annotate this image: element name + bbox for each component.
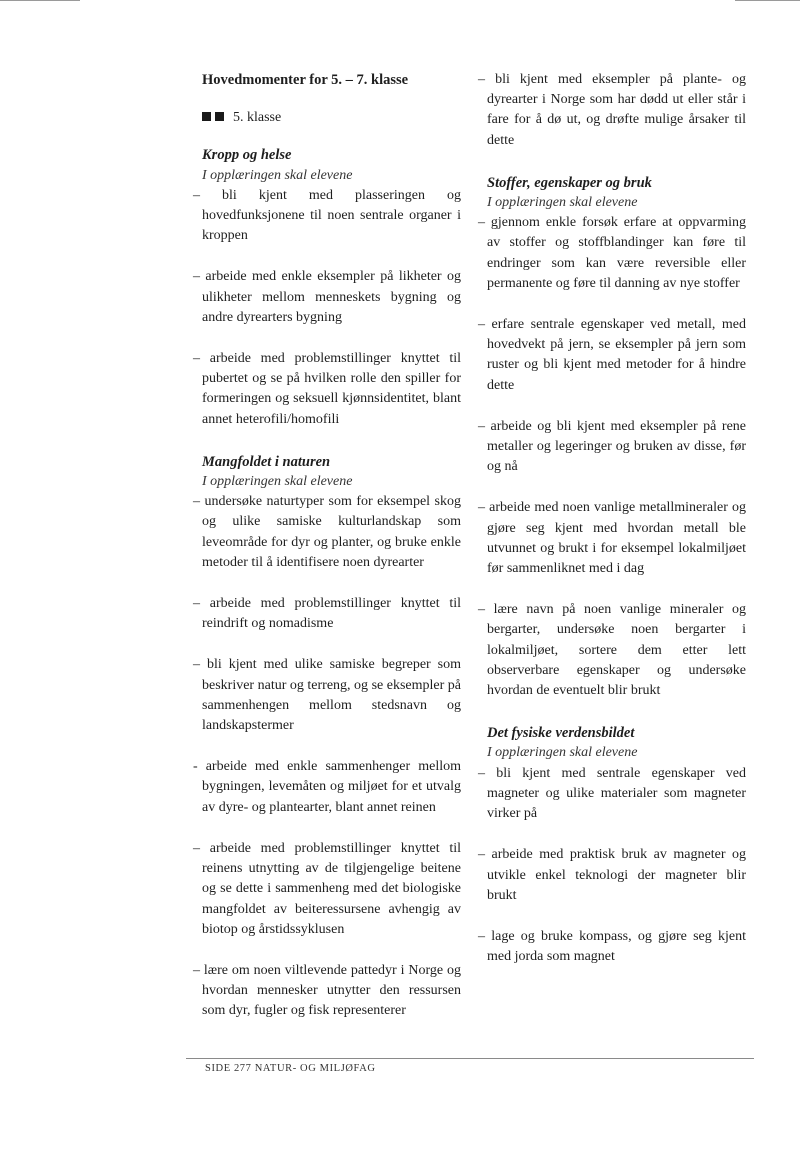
list-item: – arbeide med enkle eksempler på likheter og ulikheter mellom menneskets bygning og andre dyrearters bygning bbox=[193, 269, 461, 325]
list-item: – undersøke naturtyper som for eksempel skog og ulike samiske kulturlandskap som leveområde for dyr og planter, og bruke enkle metoder til å identifisere noen dyrearter bbox=[193, 494, 461, 570]
list-item: – gjennom enkle forsøk erfare at oppvarming av stoffer og stoffblandinger kan føre til endringer som kan være reversible eller permanente og føre til danning av nye stoffer bbox=[478, 215, 746, 291]
grade-marker bbox=[202, 108, 461, 128]
top-rule-right bbox=[735, 0, 800, 1]
list-item: – lage og bruke kompass, og gjøre seg kjent med jorda som magnet bbox=[478, 928, 746, 965]
grade-label: 5. klasse bbox=[233, 110, 282, 126]
section-subtitle: I opplæringen skal elevene bbox=[487, 195, 638, 211]
page-footer: SIDE 277 NATUR- OG MILJØFAG bbox=[205, 1063, 376, 1074]
section-continued bbox=[478, 70, 746, 151]
list-item: – lære navn på noen vanlige mineraler og bergarter, undersøke noen bergarter i lokalmiljøet, sortere dem etter lett observerbare egenskaper og undersøke hvordan de eventuelt blir brukt bbox=[478, 602, 746, 699]
section-title: Stoffer, egenskaper og bruk bbox=[487, 174, 652, 191]
section-mangfoldet-i-naturen bbox=[193, 452, 461, 1022]
list-item: – lære om noen viltlevende pattedyr i Norge og hvordan mennesker utnytter den ressursen som dyr, fugler og fisk representerer bbox=[193, 962, 461, 1019]
section-title: Det fysiske verdensbildet bbox=[487, 725, 635, 742]
section-title: Mangfoldet i naturen bbox=[202, 453, 331, 470]
section-subtitle: I opplæringen skal elevene bbox=[202, 167, 353, 183]
list-item: – arbeide med problemstillinger knyttet til reindrift og nomadisme bbox=[193, 596, 461, 632]
list-item: – arbeide med noen vanlige metallmineraler og gjøre seg kjent med hvordan metall ble utvunnet og brukt i for eksempel lokalmiljøet før sammenliknet med i dag bbox=[478, 500, 746, 577]
section-subtitle: I opplæringen skal elevene bbox=[202, 474, 353, 490]
right-column bbox=[478, 70, 746, 989]
list-item: – arbeide med problemstillinger knyttet til reinens utnytting av de tilgjengelige beitene og se dette i sammenheng med det biologiske mangfoldet av beiteressursene avhengig av biotop og årstidssyklusen bbox=[193, 840, 461, 937]
section-kropp-og-helse bbox=[193, 145, 461, 429]
list-item: – bli kjent med sentrale egenskaper ved magneter og ulike materialer som magneter virker på bbox=[478, 765, 746, 822]
section-det-fysiske-verdensbildet bbox=[478, 723, 746, 967]
top-rule-left bbox=[0, 0, 80, 1]
list-item: – arbeide med praktisk bruk av magneter og utvikle enkel teknologi der magneter blir brukt bbox=[478, 847, 746, 903]
section-stoffer-egenskaper-og-bruk bbox=[478, 173, 746, 701]
page-heading: Hovedmomenter for 5. – 7. klasse bbox=[202, 72, 409, 88]
footer-rule bbox=[186, 1058, 754, 1059]
list-item: – arbeide og bli kjent med eksempler på rene metaller og legeringer og bruken av disse, før og nå bbox=[478, 418, 746, 475]
list-item: - arbeide med enkle sammenhenger mellom bygningen, levemåten og miljøet for et utvalg av dyre- og plantearter, blant annet reinen bbox=[193, 759, 461, 815]
square-bullet-icon bbox=[215, 112, 224, 121]
list-item: – bli kjent med ulike samiske begreper som beskriver natur og terreng, og se eksempler på sammenhengen mellom stedsnavn og landskapstermer bbox=[193, 657, 461, 734]
list-item: – arbeide med problemstillinger knyttet til pubertet og se på hvilken rolle den spiller for formeringen og seksuell kjønnsidentitet, blant annet heterofili/homofili bbox=[193, 351, 461, 427]
section-subtitle: I opplæringen skal elevene bbox=[487, 745, 638, 761]
section-title: Kropp og helse bbox=[202, 147, 292, 164]
list-item: – bli kjent med eksempler på plante- og dyrearter i Norge som har dødd ut eller står i fare for å dø ut, og drøfte mulige årsaker til dette bbox=[478, 72, 746, 148]
square-bullet-icon bbox=[202, 112, 211, 121]
list-item: – bli kjent med plasseringen og hovedfunksjonene til noen sentrale organer i kroppen bbox=[193, 187, 461, 244]
left-column bbox=[193, 70, 461, 1044]
list-item: – erfare sentrale egenskaper ved metall, med hovedvekt på jern, se eksempler på jern som ruster og bli kjent med metoder for å hindre dette bbox=[478, 317, 746, 393]
